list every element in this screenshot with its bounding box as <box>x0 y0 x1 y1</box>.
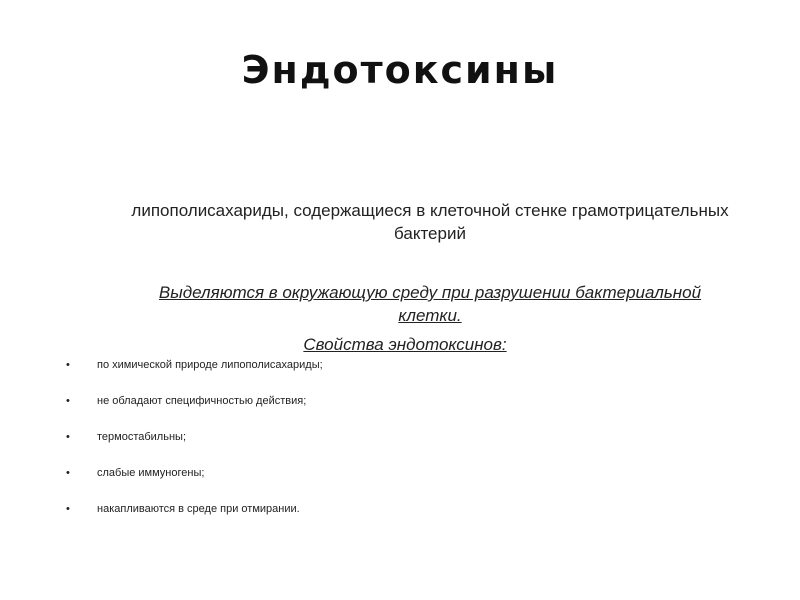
bullet-icon: • <box>66 359 70 371</box>
list-item <box>66 428 323 464</box>
bullet-icon: • <box>66 395 70 407</box>
list-item-text: слабые иммуногены; <box>97 467 205 479</box>
bullet-icon: • <box>66 431 70 443</box>
bullet-icon: • <box>66 503 70 515</box>
list-item-text: накапливаются в среде при отмирании. <box>97 503 300 515</box>
release-note: Выделяются в окружающую среду при разрушении бактериальной клетки. <box>158 283 702 325</box>
slide-title: Эндотоксины <box>241 48 559 92</box>
list-item <box>66 356 323 392</box>
list-item-text: термостабильны; <box>97 431 186 443</box>
properties-heading: Свойства эндотоксинов: <box>303 335 507 354</box>
list-item <box>66 464 323 500</box>
list-item-text: не обладают специфичностью действия; <box>97 395 307 407</box>
bullet-icon: • <box>66 467 70 479</box>
list-item <box>66 500 323 536</box>
definition-text: липополисахариды, содержащиеся в клеточной стенке грамотрицательных бактерий <box>131 201 729 243</box>
properties-list <box>66 356 323 536</box>
list-item-text: по химической природе липополисахариды; <box>97 359 323 371</box>
list-item <box>66 392 323 428</box>
